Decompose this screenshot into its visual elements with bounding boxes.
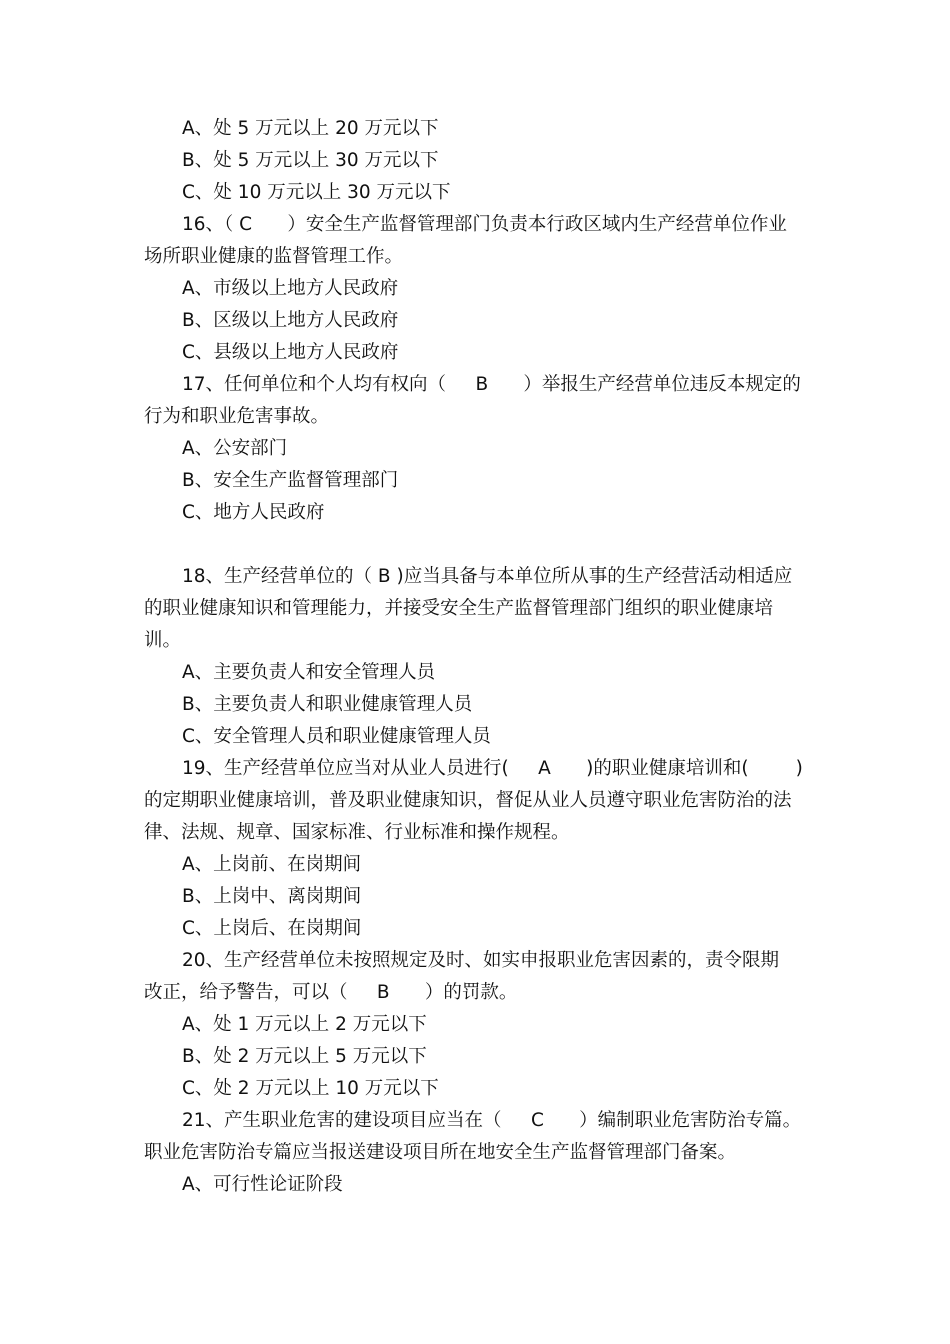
option-line: B、处 2 万元以上 5 万元以下	[182, 1046, 427, 1067]
question-20: 20、生产经营单位未按照规定及时、如实申报职业危害因素的，责令限期	[182, 950, 780, 971]
question-20-cont: 改正，给予警告，可以（ B ）的罚款。	[144, 982, 518, 1003]
option-line: C、地方人民政府	[182, 502, 325, 523]
option-line: C、安全管理人员和职业健康管理人员	[182, 726, 491, 747]
option-line: A、处 5 万元以上 20 万元以下	[182, 118, 439, 139]
option-line: C、处 2 万元以上 10 万元以下	[182, 1078, 439, 1099]
option-line: A、上岗前、在岗期间	[182, 854, 362, 875]
option-line: A、市级以上地方人民政府	[182, 278, 399, 299]
blank-line	[144, 529, 816, 561]
option-line: C、县级以上地方人民政府	[182, 342, 399, 363]
question-16: 16、（ C ）安全生产监督管理部门负责本行政区域内生产经营单位作业	[182, 214, 787, 235]
question-17: 17、任何单位和个人均有权向（ B ）举报生产经营单位违反本规定的	[182, 374, 801, 395]
question-21-cont: 职业危害防治专篇应当报送建设项目所在地安全生产监督管理部门备案。	[144, 1142, 737, 1163]
question-19-cont: 的定期职业健康培训，普及职业健康知识，督促从业人员遵守职业危害防治的法	[144, 790, 792, 811]
question-17-cont: 行为和职业危害事故。	[144, 406, 330, 427]
question-18-cont: 训。	[144, 630, 182, 651]
option-line: A、可行性论证阶段	[182, 1174, 343, 1195]
question-18-cont: 的职业健康知识和管理能力，并接受安全生产监督管理部门组织的职业健康培	[144, 598, 774, 619]
option-line: A、处 1 万元以上 2 万元以下	[182, 1014, 427, 1035]
option-line: B、区级以上地方人民政府	[182, 310, 399, 331]
question-19: 19、生产经营单位应当对从业人员进行( A )的职业健康培训和( )	[182, 758, 803, 779]
question-16-cont: 场所职业健康的监督管理工作。	[144, 246, 404, 267]
question-21: 21、产生职业危害的建设项目应当在（ C ）编制职业危害防治专篇。	[182, 1110, 802, 1131]
option-line: B、上岗中、离岗期间	[182, 886, 362, 907]
option-line: C、处 10 万元以上 30 万元以下	[182, 182, 451, 203]
question-18: 18、生产经营单位的（ B )应当具备与本单位所从事的生产经营活动相适应	[182, 566, 793, 587]
option-line: B、处 5 万元以上 30 万元以下	[182, 150, 439, 171]
option-line: B、安全生产监督管理部门	[182, 470, 399, 491]
option-line: A、公安部门	[182, 438, 288, 459]
document-page	[144, 113, 816, 1201]
option-line: A、主要负责人和安全管理人员	[182, 662, 436, 683]
option-line: B、主要负责人和职业健康管理人员	[182, 694, 473, 715]
question-19-cont: 律、法规、规章、国家标准、行业标准和操作规程。	[144, 822, 570, 843]
option-line: C、上岗后、在岗期间	[182, 918, 362, 939]
